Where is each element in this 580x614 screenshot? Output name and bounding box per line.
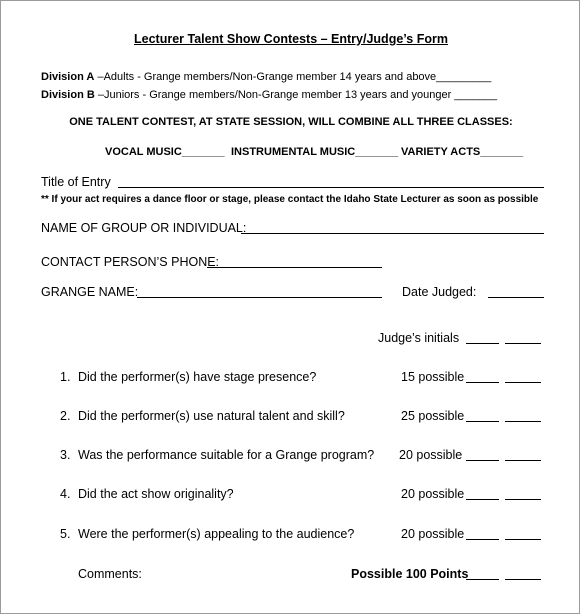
question-4-score-field-2[interactable] — [505, 499, 541, 500]
possible-points-label: Possible 100 Points — [351, 567, 469, 581]
judges-initials-label: Judge’s initials — [378, 331, 460, 345]
division-b-line — [41, 89, 497, 101]
question-2-score-field-1[interactable] — [466, 421, 499, 422]
question-4-number: 4. — [60, 487, 71, 501]
question-5-points: 20 possible — [401, 527, 465, 541]
dance-note: ** If your act requires a dance floor or stage, please contact the Idaho State Lecturer as soon as possible — [41, 194, 539, 205]
total-score-field-1[interactable] — [466, 579, 499, 580]
question-3-number: 3. — [60, 448, 71, 462]
contest-note: ONE TALENT CONTEST, AT STATE SESSION, WILL COMBINE ALL THREE CLASSES: — [69, 116, 513, 128]
form-title: Lecturer Talent Show Contests – Entry/Judge’s Form — [134, 32, 448, 46]
question-1-text: Did the performer(s) have stage presence? — [78, 370, 317, 384]
title-of-entry-field[interactable] — [118, 187, 544, 188]
division-a-line — [41, 71, 491, 83]
judge-initials-field-1[interactable] — [466, 343, 499, 344]
question-3-score-field-1[interactable] — [466, 460, 499, 461]
grange-name-field[interactable] — [137, 297, 382, 298]
division-a-text: –Adults - Grange members/Non-Grange member 14 years and above_________ — [94, 71, 492, 83]
group-name-field[interactable] — [241, 233, 544, 234]
grange-label: GRANGE NAME: — [41, 285, 139, 299]
question-2-number: 2. — [60, 409, 71, 423]
question-3-score-field-2[interactable] — [505, 460, 541, 461]
question-4-points: 20 possible — [401, 487, 465, 501]
division-b-text: –Juniors - Grange members/Non-Grange member 13 years and younger _______ — [94, 89, 498, 101]
title-of-entry-label: Title of Entry — [41, 175, 111, 189]
date-judged-field[interactable] — [488, 297, 544, 298]
division-b-label: Division B — [41, 89, 95, 101]
question-3-points: 20 possible — [399, 448, 463, 462]
question-5-score-field-1[interactable] — [466, 539, 499, 540]
class-vocal[interactable]: VOCAL MUSIC_______ — [105, 146, 225, 158]
question-4-score-field-1[interactable] — [466, 499, 499, 500]
class-variety[interactable]: VARIETY ACTS_______ — [401, 146, 524, 158]
question-1-score-field-2[interactable] — [505, 382, 541, 383]
class-instrumental[interactable]: INSTRUMENTAL MUSIC_______ — [231, 146, 399, 158]
judge-initials-field-2[interactable] — [505, 343, 541, 344]
question-5-score-field-2[interactable] — [505, 539, 541, 540]
division-a-label: Division A — [41, 71, 95, 83]
question-3-text: Was the performance suitable for a Grange program? — [78, 448, 375, 462]
total-score-field-2[interactable] — [505, 579, 541, 580]
question-5-text: Were the performer(s) appealing to the audience? — [78, 527, 355, 541]
question-2-points: 25 possible — [401, 409, 465, 423]
question-4-text: Did the act show originality? — [78, 487, 234, 501]
phone-field[interactable] — [207, 267, 382, 268]
question-2-score-field-2[interactable] — [505, 421, 541, 422]
question-1-number: 1. — [60, 370, 71, 384]
question-1-points: 15 possible — [401, 370, 465, 384]
question-2-text: Did the performer(s) use natural talent and skill? — [78, 409, 345, 423]
question-1-score-field-1[interactable] — [466, 382, 499, 383]
question-5-number: 5. — [60, 527, 71, 541]
group-label: NAME OF GROUP OR INDIVIDUAL: — [41, 221, 247, 235]
date-judged-label: Date Judged: — [402, 285, 477, 299]
phone-label: CONTACT PERSON’S PHONE: — [41, 255, 220, 269]
comments-label: Comments: — [78, 567, 142, 581]
